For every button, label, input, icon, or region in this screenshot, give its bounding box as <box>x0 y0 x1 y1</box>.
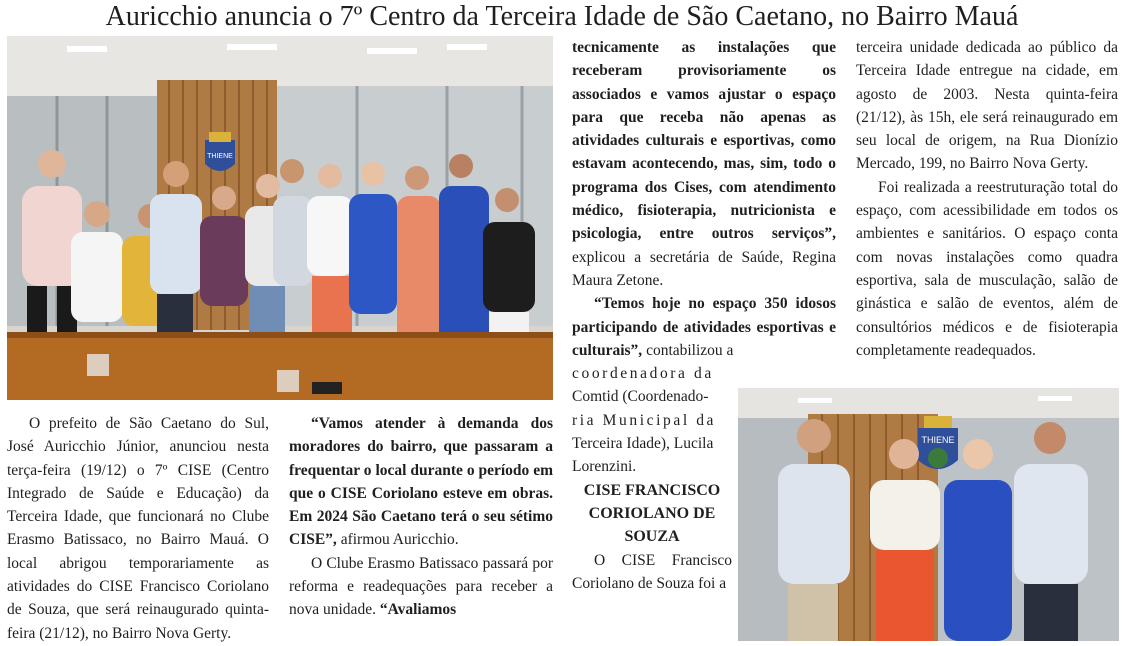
text-line: Lorenzini. <box>572 458 637 476</box>
quote-paragraph <box>572 292 836 362</box>
paragraph <box>572 362 732 478</box>
emblem-text: THIENE <box>921 435 955 445</box>
quote-attribution: explicou a secretária de Saúde, Regina Maura Zetone. <box>572 248 836 289</box>
text-line: ria Municipal da <box>572 411 717 429</box>
paragraph: Foi realizada a reestruturação total do espaço, com acessibilidade em todos os ambientes e sanitários. O espaço conta com novas instalações como quadra esportiva, sala de musculação, salão de ginástica e salão de eventos, além de consultórios médicos e de fisioterapia completamente readequados. <box>856 178 1118 359</box>
paragraph <box>289 552 553 622</box>
text-line: Comtid (Coordenado- <box>572 388 709 406</box>
quote-attribution: contabilizou a <box>642 341 734 359</box>
emblem-text: THIENE <box>207 153 233 160</box>
column-1 <box>7 412 269 645</box>
officials-photo <box>738 388 1119 641</box>
column-2 <box>289 412 553 622</box>
quote-text: “Vamos atender à demanda dos moradores do bairro, que passaram a frequentar o local durante o período em que o CISE Coriolano esteve em obras. Em 2024 São Caetano terá o seu sétimo CISE”, <box>289 415 553 549</box>
quote-text: “Temos hoje no espaço 350 idosos participando de atividades esportivas e culturais”, <box>572 295 836 359</box>
column-4 <box>856 36 1118 362</box>
quote-paragraph <box>289 412 553 552</box>
group-photo <box>7 36 553 400</box>
paragraph-continuation: terceira unidade dedicada ao público da Terceira Idade entregue na cidade, em agosto de 2003. Nesta quinta-feira (21/12), às 15h, ele será reinaugurado em seu local de origem, na Rua Dionízio Mercado, 199, no Bairro Nova Gerty. <box>856 39 1118 173</box>
paragraph: O CISE Francisco Coriolano de Souza foi a <box>572 551 732 592</box>
quote-start: “Avaliamos <box>379 601 457 619</box>
paragraph-text: O Clube Erasmo Batissaco passará por reforma e readequações para receber a nova unidade. <box>289 554 553 619</box>
headline: Auricchio anuncia o 7º Centro da Terceira Idade de São Caetano, no Bairro Mauá <box>105 1 1019 32</box>
text-line: Terceira Idade), Lucila <box>572 435 714 453</box>
paragraph: O prefeito de São Caetano do Sul, José Auricchio Júnior, anunciou nesta terça-feira (19/12) o 7º CISE (Centro Integrado de Saúde e Educação) da Terceira Idade, que funcionará no Clube Erasmo Batissaco, no Bairro Mauá. O local abrigou temporariamente as atividades do CISE Francisco Coriolano de Souza, que será reinaugurado quinta-feira (21/12), no Bairro Nova Gerty. <box>7 415 269 642</box>
quote-attribution: afirmou Auricchio. <box>336 531 459 549</box>
paragraph-continuation <box>572 36 836 292</box>
quote-text: tecnicamente as instalações que receberam provisoriamente os associados e vamos ajustar o espaço para que receba não apenas as atividades culturais e esportivas, como estavam acontecendo, mas, sim, todo o programa dos Cises, com atendimento médico, fisioterapia, nutricionista e psicologia, entre outros serviços”, <box>572 39 836 243</box>
text-line: coordenadora da <box>572 365 714 383</box>
subheading: CISE FRANCISCO CORIOLANO DE SOUZA <box>583 481 721 546</box>
